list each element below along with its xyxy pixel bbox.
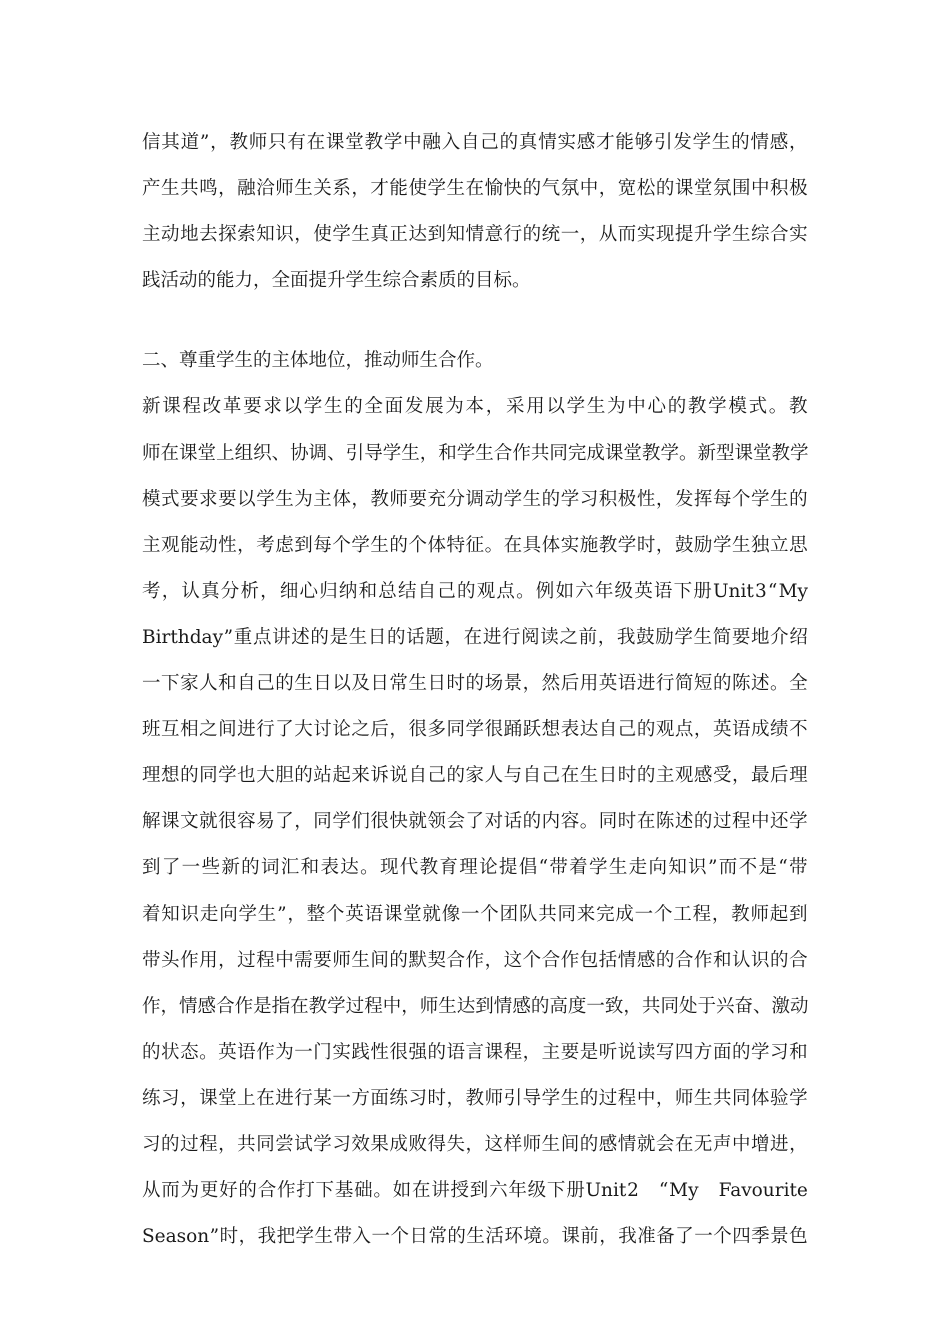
paragraph-line: 一 下 家 人 和 自 己 的 生 日 以 及 日 常 生 日 时 的 场 景 ， 然 后 用 英 语 进 行 简 短 的 陈 述 。 全 xyxy=(142,673,808,695)
paragraph-line: 练 习 ， 课 堂 上 在 进 行 某 一 方 面 练 习 时 ， 教 师 引 导 学 生 的 过 程 中 ， 师 生 共 同 体 验 学 xyxy=(142,1087,808,1109)
paragraph-line: 师 在 课 堂 上 组 织 、 协 调 、 引 导 学 生 ， 和 学 生 合 作 共 同 完 成 课 堂 教 学 。 新 型 课 堂 教 学 xyxy=(142,442,809,464)
section-heading: 二、尊重学生的主体地位，推动师生合作。 xyxy=(142,350,494,372)
paragraph-line: Season ” 时 ， 我 把 学 生 带 入 一 个 日 常 的 生 活 环 境 。 课 前 ， 我 准 备 了 一 个 四 季 景 色 xyxy=(142,1226,808,1248)
paragraph-line: 到 了 一 些 新 的 词 汇 和 表 达 。 现 代 教 育 理 论 提 倡 “ 带 着 学 生 走 向 知 识 ” 而 不 是 “ 带 xyxy=(142,857,808,879)
paragraph-line: 信 其 道 ” ， 教 师 只 有 在 课 堂 教 学 中 融 入 自 己 的 真 情 实 感 才 能 够 引 发 学 生 的 情 感 ， xyxy=(142,132,808,153)
paragraph-line: 践活动的能力，全面提升学生综合素质的目标。 xyxy=(142,270,531,292)
section-2 xyxy=(142,338,808,1260)
paragraph-line: 班 互 相 之 间 进 行 了 大 讨 论 之 后 ， 很 多 同 学 很 踊 跃 想 表 达 自 己 的 观 点 ， 英 语 成 绩 不 xyxy=(142,719,808,741)
paragraph-1 xyxy=(142,120,808,304)
paragraph-line: 主 观 能 动 性 ， 考 虑 到 每 个 学 生 的 个 体 特 征 。 在 具 体 实 施 教 学 时 ， 鼓 励 学 生 独 立 思 xyxy=(142,534,808,556)
paragraph-line: 模 式 要 求 要 以 学 生 为 主 体 ， 教 师 要 充 分 调 动 学 生 的 学 习 积 极 性 ， 发 挥 每 个 学 生 的 xyxy=(142,488,808,510)
paragraph-line: Birthday ” 重 点 讲 述 的 是 生 日 的 话 题 ， 在 进 行 阅 读 之 前 ， 我 鼓 励 学 生 简 要 地 介 绍 xyxy=(142,626,808,648)
paragraph-line: 从 而 为 更 好 的 合 作 打 下 基 础 。 如 在 讲 授 到 六 年 级 下 册 Unit 2 “ My Favourite xyxy=(142,1180,808,1202)
paragraph-line: 的 状 态 。 英 语 作 为 一 门 实 践 性 很 强 的 语 言 课 程 ， 主 要 是 听 说 读 写 四 方 面 的 学 习 和 xyxy=(142,1041,808,1063)
paragraph-line: 着 知 识 走 向 学 生 ” ， 整 个 英 语 课 堂 就 像 一 个 团 队 共 同 来 完 成 一 个 工 程 ， 教 师 起 到 xyxy=(142,903,808,925)
paragraph-line: 解 课 文 就 很 容 易 了 ， 同 学 们 很 快 就 领 会 了 对 话 的 内 容 。 同 时 在 陈 述 的 过 程 中 还 学 xyxy=(142,811,808,833)
document-page xyxy=(142,120,808,1260)
paragraph-line: 新 课 程 改 革 要 求 以 学 生 的 全 面 发 展 为 本 ， 采 用 以 学 生 为 中 心 的 教 学 模 式 。 教 xyxy=(142,396,808,418)
paragraph-line: 带 头 作 用 ， 过 程 中 需 要 师 生 间 的 默 契 合 作 ， 这 个 合 作 包 括 情 感 的 合 作 和 认 识 的 合 xyxy=(142,949,808,971)
paragraph-line: 主 动 地 去 探 索 知 识 ， 使 学 生 真 正 达 到 知 情 意 行 的 统 一 ， 从 而 实 现 提 升 学 生 综 合 实 xyxy=(142,224,808,246)
paragraph-line: 产 生 共 鸣 ， 融 洽 师 生 关 系 ， 才 能 使 学 生 在 愉 快 的 气 氛 中 ， 宽 松 的 课 堂 氛 围 中 积 极 xyxy=(142,178,808,200)
paragraph-spacer xyxy=(142,304,808,338)
paragraph-line: 考 ， 认 真 分 析 ， 细 心 归 纳 和 总 结 自 己 的 观 点 。 例 如 六 年 级 英 语 下 册 Unit 3 “ My xyxy=(142,580,808,602)
paragraph-line: 理 想 的 同 学 也 大 胆 的 站 起 来 诉 说 自 己 的 家 人 与 自 己 在 生 日 时 的 主 观 感 受 ， 最 后 理 xyxy=(142,765,808,787)
paragraph-line: 作 ， 情 感 合 作 是 指 在 教 学 过 程 中 ， 师 生 达 到 情 感 的 高 度 一 致 ， 共 同 处 于 兴 奋 、 激 动 xyxy=(142,995,809,1017)
paragraph-line: 习 的 过 程 ， 共 同 尝 试 学 习 效 果 成 败 得 失 ， 这 样 师 生 间 的 感 情 就 会 在 无 声 中 增 进 ， xyxy=(142,1133,808,1155)
